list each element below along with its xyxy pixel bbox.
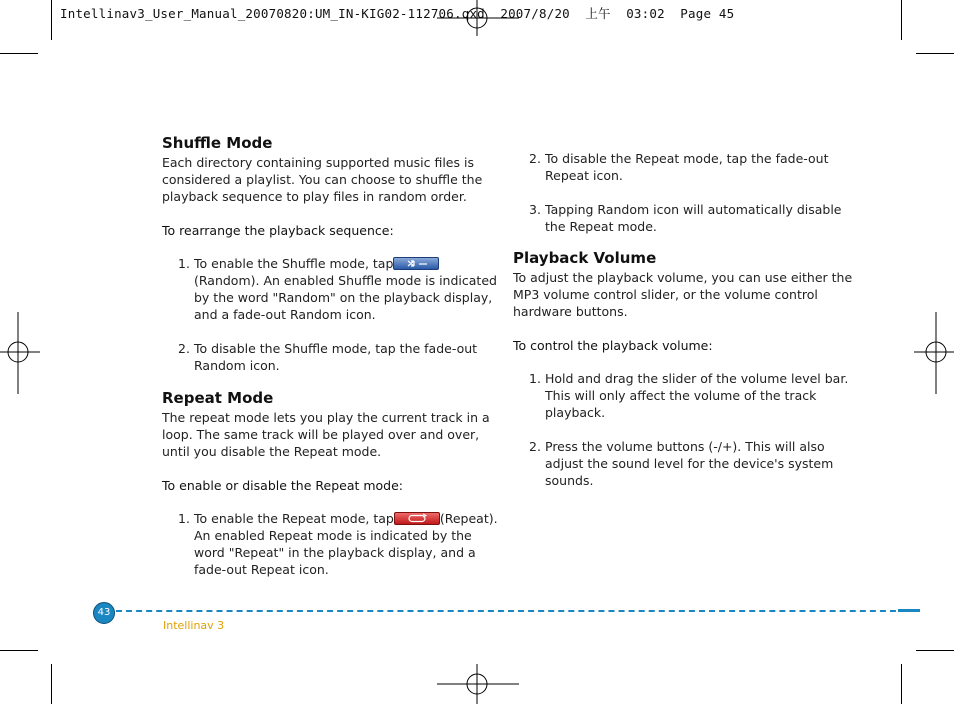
shuffle-mode-heading: Shuffle Mode [162,134,273,152]
repeat-steps-list [162,510,502,578]
list-item-number: 1. [178,511,190,526]
crop-mark-bottom-right-v [901,664,902,704]
list-item-number: 1. [178,256,190,271]
crop-mark-top-left-h [0,53,38,54]
list-item-text: Tapping Random icon will automatically disable the Repeat mode. [545,202,842,234]
footer-rule-end [898,609,920,612]
page-number-badge: 43 [93,602,115,624]
registration-mark-right-icon [914,312,954,394]
list-item-text-before: To enable the Repeat mode, tap [194,511,394,526]
crop-mark-top-left-v [51,0,52,40]
repeat-subheading: To enable or disable the Repeat mode: [162,478,404,493]
list-item [162,510,502,578]
list-item-text: Hold and drag the slider of the volume level bar. This will only affect the volume of the track playback. [545,371,849,420]
shuffle-button-icon [393,257,439,270]
list-item-number: 2. [529,439,541,454]
list-item-text: To disable the Repeat mode, tap the fade-out Repeat icon. [545,151,829,183]
registration-mark-bottom-icon [437,664,519,704]
list-item-number: 1. [529,371,541,386]
list-item [162,340,502,374]
crop-mark-top-right-h [916,53,954,54]
list-item [513,201,853,235]
registration-mark-left-icon [0,312,40,394]
crop-mark-bottom-left-v [51,664,52,704]
list-item-text-after: (Random). An enabled Shuffle mode is indicated by the word "Random" on the playback display, and a fade-out Random icon. [194,273,497,322]
list-item-text: Press the volume buttons (-/+). This will also adjust the sound level for the device's system sounds. [545,439,834,488]
repeat-mode-intro: The repeat mode lets you play the current track in a loop. The same track will be played over and over, until you disable the Repeat mode. [162,410,490,459]
volume-subheading: To control the playback volume: [513,338,713,353]
crop-mark-top-right-v [901,0,902,40]
list-item [162,255,502,323]
right-column [513,150,853,506]
shuffle-steps-list [162,255,502,374]
list-item-number: 3. [529,202,541,217]
repeat-mode-heading: Repeat Mode [162,389,274,407]
list-item [513,370,853,421]
list-item [513,438,853,489]
footer-dashed-rule [116,610,906,612]
footer-brand-label: Intellinav 3 [163,619,225,632]
print-header-line: Intellinav3_User_Manual_20070820:UM_IN-KIG02-112706.qxd 2007/8/20 上午 03:02 Page 45 [60,6,735,21]
crop-mark-bottom-left-h [0,650,38,651]
list-item [513,150,853,184]
list-item-text [194,255,502,323]
shuffle-mode-intro: Each directory containing supported music files is considered a playlist. You can choose to shuffle the playback sequence to play files in random order. [162,155,483,204]
repeat-button-icon [394,512,440,525]
playback-volume-heading: Playback Volume [513,249,657,267]
playback-volume-intro: To adjust the playback volume, you can use either the MP3 volume control slider, or the volume control hardware buttons. [513,270,853,319]
repeat-steps-continued-list [513,150,853,235]
volume-steps-list [513,370,853,489]
crop-mark-bottom-right-h [916,650,954,651]
list-item-text-after: (Repeat). An enabled Repeat mode is indicated by the word "Repeat" in the playback display, and a fade-out Repeat icon. [194,511,498,577]
registration-mark-top-icon [437,0,519,36]
list-item-number: 2. [529,151,541,166]
list-item-text-before: To enable the Shuffle mode, tap [194,256,394,271]
left-column [162,134,502,595]
list-item-text [194,510,502,578]
list-item-number: 2. [178,341,190,356]
list-item-text: To disable the Shuffle mode, tap the fade-out Random icon. [194,341,478,373]
shuffle-subheading: To rearrange the playback sequence: [162,223,394,238]
